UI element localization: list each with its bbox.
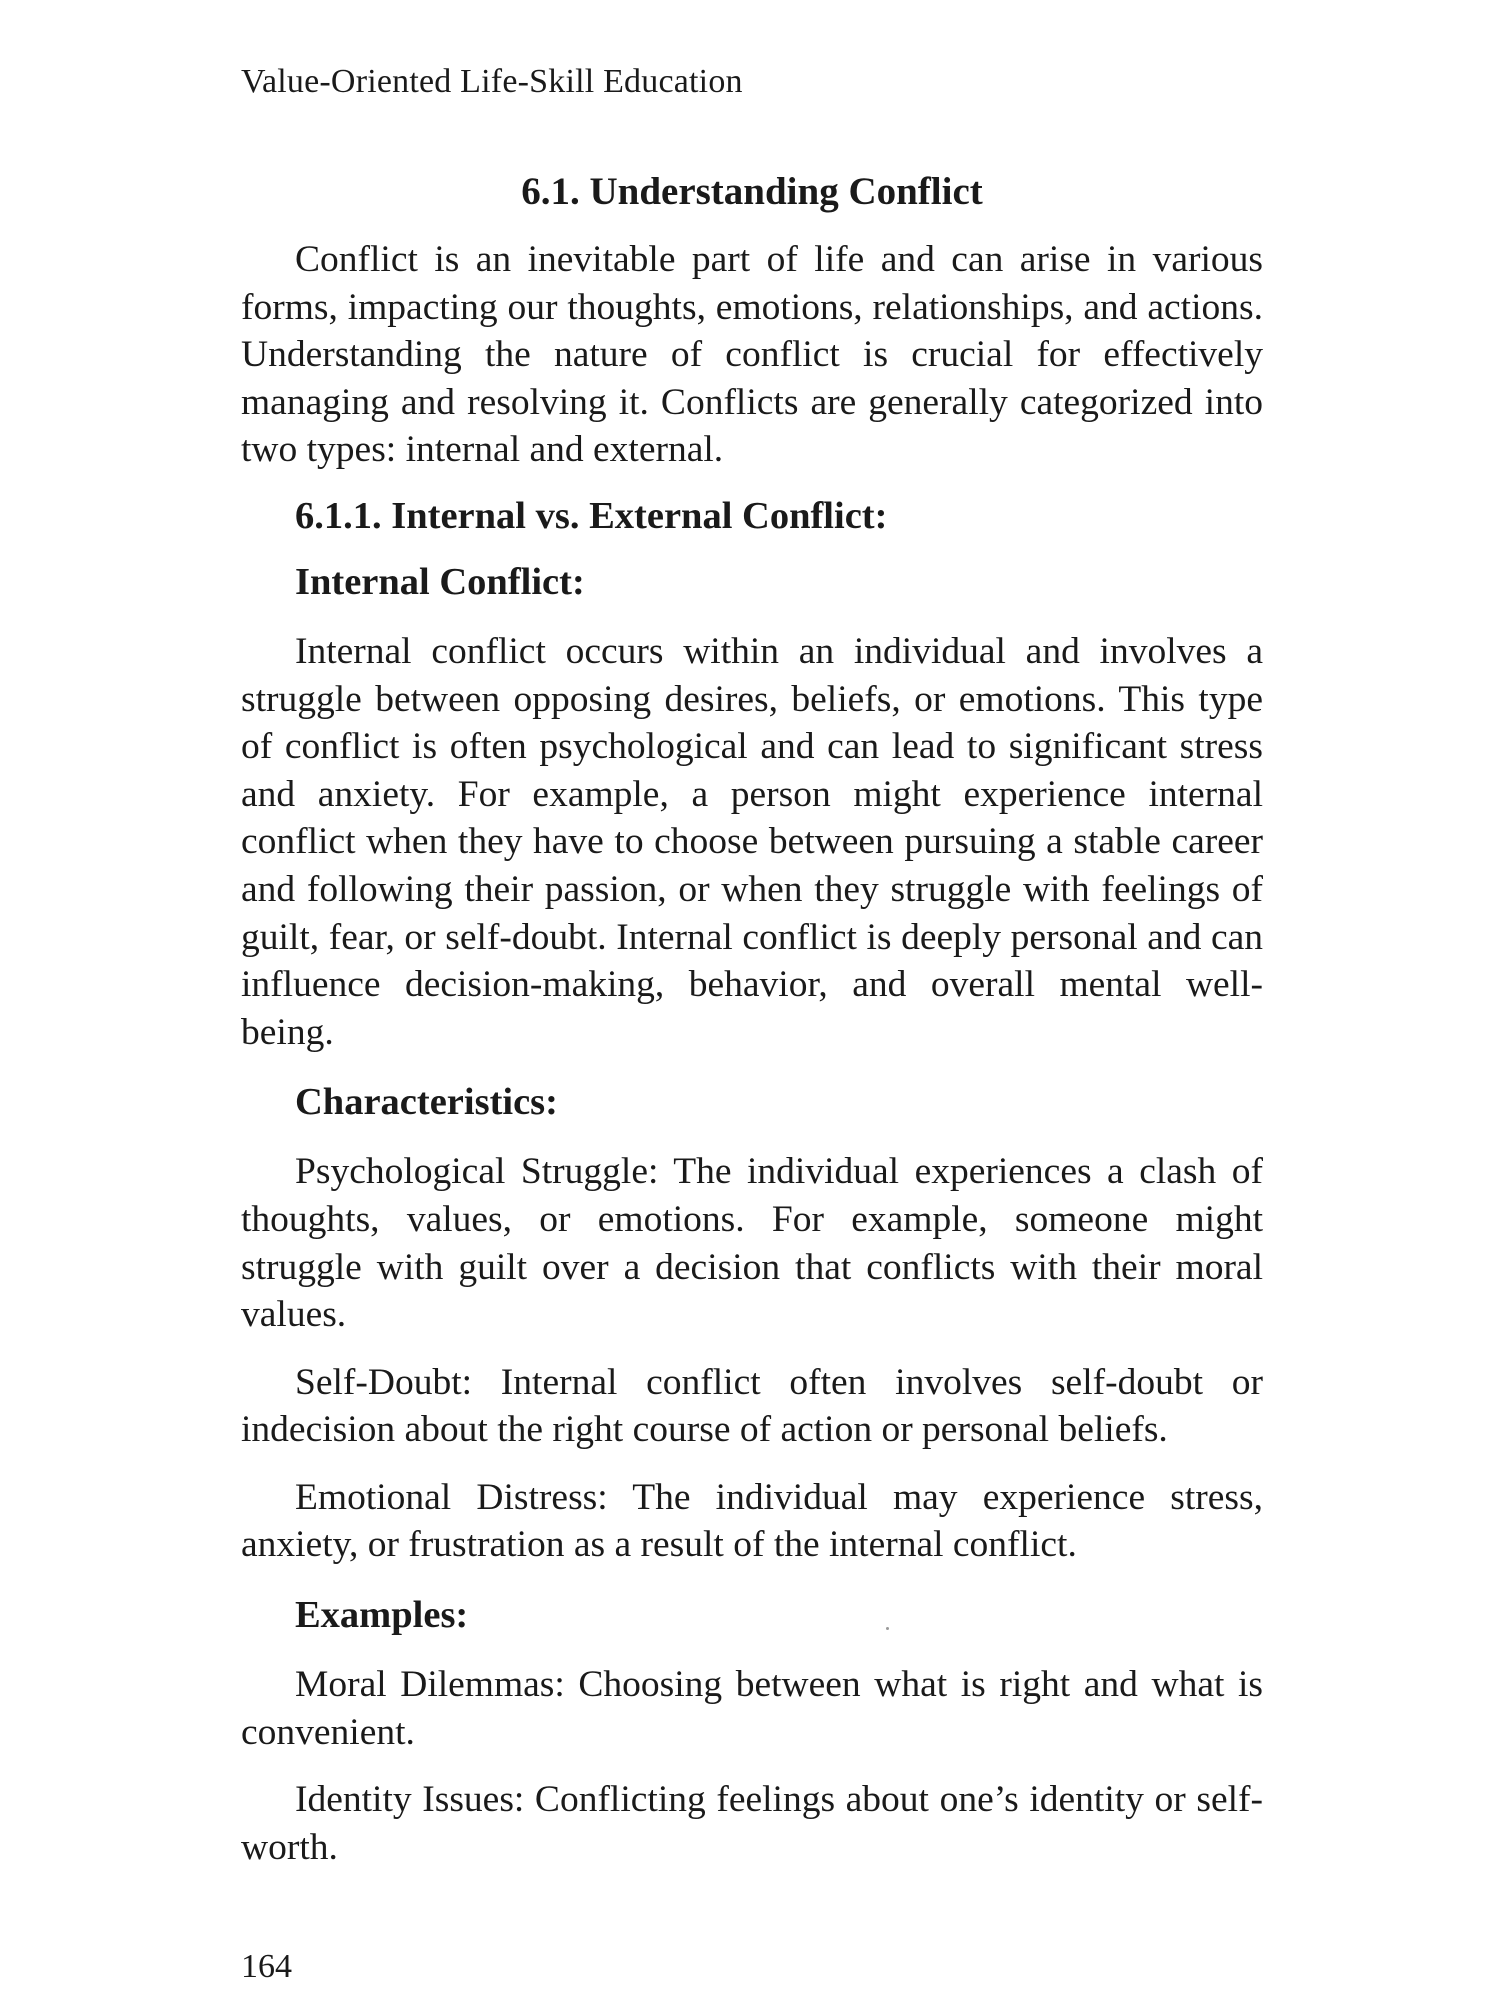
- examples-heading: Examples:: [295, 1594, 469, 1637]
- intro-paragraph: Conflict is an inevitable part of life and can arise in various forms, impacting our thoughts, emotions, relationships, and actions. Understanding the nature of conflict is crucial for effectively managing and resolving it. Conflicts are generally categorized into two types: internal and external.: [241, 239, 1263, 471]
- running-head: Value-Oriented Life-Skill Education: [241, 63, 743, 100]
- example-identity-issues: Identity Issues: Conflicting feelings about one’s identity or self-worth.: [241, 1779, 1263, 1868]
- subsection-title: 6.1.1. Internal vs. External Conflict:: [295, 494, 888, 537]
- characteristics-heading: Characteristics:: [295, 1081, 558, 1124]
- page-number: 164: [241, 1948, 292, 1985]
- characteristic-self-doubt: Self-Doubt: Internal conflict often involves self-doubt or indecision about the right course of action or personal beliefs.: [241, 1361, 1263, 1451]
- section-title: 6.1. Understanding Conflict: [521, 170, 983, 213]
- page-content: [241, 164, 1263, 1871]
- scan-speck: [886, 1627, 889, 1630]
- characteristic-emotional-distress: Emotional Distress: The individual may experience stress, anxiety, or frustration as a result of the internal conflict.: [241, 1476, 1263, 1566]
- internal-conflict-heading: Internal Conflict:: [295, 560, 585, 603]
- example-moral-dilemmas: Moral Dilemmas: Choosing between what is right and what is convenient.: [241, 1664, 1263, 1753]
- characteristic-psychological-struggle: Psychological Struggle: The individual experiences a clash of thoughts, values, or emotions. For example, someone might struggle with guilt over a decision that conflicts with their moral values.: [241, 1151, 1263, 1336]
- internal-conflict-paragraph: Internal conflict occurs within an individual and involves a struggle between opposing desires, beliefs, or emotions. This type of conflict is often psychological and can lead to significant stress and anxiety. For example, a person might experience internal conflict when they have to choose between pursuing a stable career and following their passion, or when they struggle with feelings of guilt, fear, or self-doubt. Internal conflict is deeply personal and can influence decision-making, behavior, and overall mental well-being.: [241, 630, 1263, 1053]
